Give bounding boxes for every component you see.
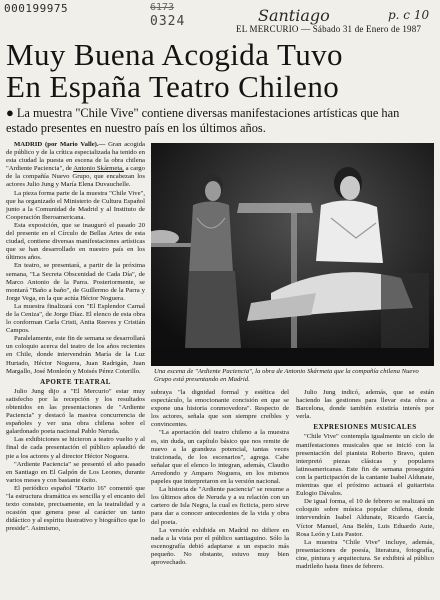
archive-id-stamp: 000199975: [4, 2, 69, 15]
article-column-2: [151, 389, 289, 600]
section-heading-expresiones-musicales: EXPRESIONES MUSICALES: [313, 423, 417, 432]
newspaper-dateline: EL MERCURIO — Sábado 31 de Enero de 1987: [236, 24, 422, 34]
col2-paragraph: La historia de "Ardiente paciencia" se resume a los últimos años de Neruda y a su relación con un cartero de Isla Negra, la cual es ficticia, pero sirve para dar a conocer antecedentes de la vida y obra del poeta.: [151, 486, 289, 526]
crossed-out-number: 6173: [150, 2, 175, 13]
col2-paragraph: La versión exhibida en Madrid no difiere en nada a la vista por el público santiaguino. Sólo la escenografía debió adaptarse a un espacio más pequeño. No obstante, estuvo muy bien aprovechado.: [151, 526, 289, 566]
col1-paragraph: [6, 141, 145, 190]
col1-paragraph: La pieza forma parte de la muestra "Chile Vive", que ha organizado el Ministerio de Cultura Español junto a la Comunidad de Madrid y al Instituto de Cooperación Iberoamericana.: [6, 189, 145, 221]
col1-text: a cargo de la compañía Nuevo Grupo, que encabezan los actores Julio Jung y María Elena Duvauchelle.: [6, 165, 145, 189]
col1-paragraph: El periódico español "Diario 16" comentó que "la estructura dramática es sencilla y el encanto del texto consiste, precisamente, en la teatralidad y a ocasión que genera pese al carácter un tanto didáctico y al espíritu ilustrativo y biográfico que lo preside". Asimismo,: [6, 484, 145, 533]
lead-text: La muestra "Chile Vive" contiene diversas manifestaciones artísticas que han estado presentes en nuestro país en los últimos años.: [6, 106, 400, 135]
col3-paragraph: "Chile Vive" contempla igualmente un ciclo de manifestaciones musicales que se inició con la presentación del pianista Roberto Bravo, quien interpretó piezas clásicas y populares latinoamericanas. Este fin de semana proseguirá con la participación de la cantante Isabel Aldunate, mientras que el próximo actuará el guitarrista Eulogio Dávalos.: [296, 433, 434, 498]
author-name: Antonio Skármeta,: [73, 165, 124, 173]
col1-paragraph: Las exhibiciones se hicieron a teatro vuelto y al final de cada presentación el público aplaudió de pie a los actores y al director Héctor Noguera.: [6, 436, 145, 460]
archive-code-stamp: 0324: [150, 14, 186, 29]
col1-paragraph: Julio Jung dijo a "El Mercurio" estar muy satisfecho por la recepción y los resultados obtenidos en las presentaciones de "Ardiente Paciencia" y destacó la masiva concurrencia de españoles y ver una obra chilena sobre el galardonado poeta nacional Pablo Neruda.: [6, 387, 145, 436]
bullet-icon: ●: [6, 105, 14, 120]
col1-paragraph: En teatro, se presentará, a partir de la próxima semana, "La Secreta Obscenidad de Cada Día", de Marco Antonio de la Parra. Posteriormente, se montará "Baño a baño", de Guillermo de la Parra y Jorge Vega, en la que actúa Héctor Noguera.: [6, 262, 145, 302]
handwritten-city-note: Santiago: [258, 6, 330, 25]
col1-text: Gran acogida de público y de la crítica especializada ha tenido en esta ciudad la puesta en escena de la obra chilena "Ardiente Paciencia", de: [6, 141, 145, 173]
col2-paragraph: subraya "la dignidad formal y estética del espectáculo, la emocionante concisión en que se expone una historia conmovedora". Respecto de los actores, señala que son siempre creíbles y convincentes.: [151, 389, 289, 429]
col2-paragraph: "La aportación del teatro chileno a la muestra es, sin duda, un capítulo básico que nos remite de nuevo a la grandeza potencial, tantas veces traicionada, de los escenarios", agrega. Cabe señalar que el elenco lo integran, además, Claudio Arredondo y Amparo Noguera, en los mismos papeles que interpretaron en la versión nacional.: [151, 429, 289, 486]
handwritten-page-note: p. c 10: [388, 8, 430, 22]
headline-line-1: Muy Buena Acogida Tuvo: [6, 37, 343, 72]
stage-scene-photo: [151, 143, 434, 366]
photo-illustration: [151, 143, 434, 366]
article-lead: [6, 106, 434, 135]
headline-line-2: En España Teatro Chileno: [6, 69, 340, 104]
photo-caption: Una escena de "Ardiente Paciencia", la obra de Antonio Skármeta que la compañía chilena Nuevo Grupo está presentando en Madrid.: [154, 368, 419, 383]
col1-paragraph: Esta exposición, que se inauguró el pasado 20 del presente en el Círculo de Bellas Artes de esta ciudad, contiene diversas manifestaciones artísticas que se han desarrollado en nuestro país en los últimos años.: [6, 221, 145, 262]
col1-paragraph: "Ardiente Paciencia" se presentó el año pasado en Santiago en El Galpón de Los Leones, durante varios meses y con bastante éxito.: [6, 460, 145, 484]
col3-paragraph: La muestra "Chile Vive" incluye, además, presentaciones de poesía, literatura, fotografía, cine, pintura y arquitectura. Se exhibirá al público madrileño hasta fines de febrero.: [296, 538, 434, 570]
byline: MADRID (por Mario Valle).—: [14, 141, 106, 148]
section-heading-aporte-teatral: APORTE TEATRAL: [40, 377, 111, 386]
col3-paragraph: De igual forma, el 10 de febrero se realizará un coloquio sobre música popular chilena, donde intervendrán Isabel Aldunate, Ricardo García, Víctor Manuel, Ana Belén, Luis Eduardo Aute, Rosa León y Luis Pastor.: [296, 498, 434, 538]
col1-paragraph: La muestra finalizará con "El Esplendor Carnal de la Ceniza", de Jorge Díaz. El elenco de esta obra lo conforman Carla Cristi, Anita Reeves y Cristián Campos.: [6, 302, 145, 335]
article-column-1: [6, 141, 145, 600]
col3-paragraph: Julio Jung indicó, además, que se están haciendo las gestiones para llevar esta obra a Barcelona, donde también existiría interés por verla.: [296, 389, 434, 421]
col1-paragraph: Paralelamente, este fin de semana se desarrollará un coloquio acerca del teatro de los años recientes en Chile, donde intervendrán María de la Luz Hurtado, Héctor Noguera, Juan Radrigán, Juan Margallo, José Monleón y Moisés Pérez Coterillo.: [6, 335, 145, 375]
article-column-3: [296, 389, 434, 600]
article-headline: [6, 39, 436, 103]
